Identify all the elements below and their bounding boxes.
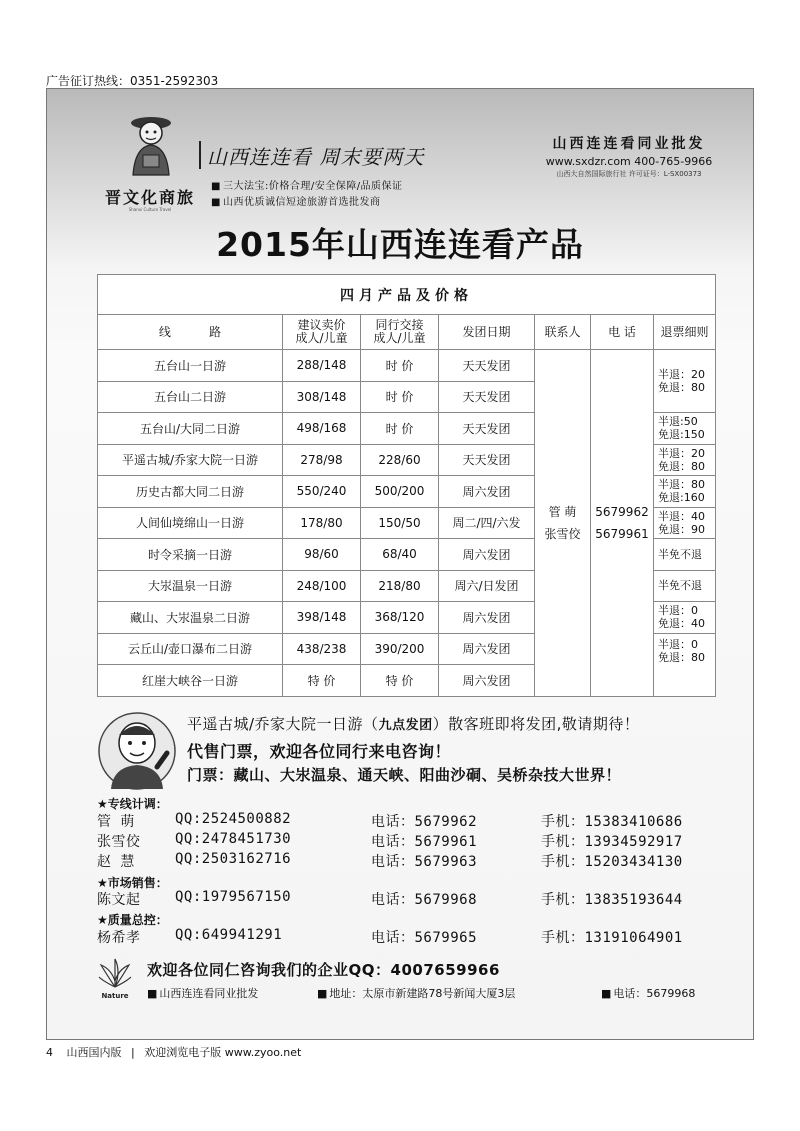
contact-phones [591,350,654,697]
retail-price: 498/168 [283,413,361,445]
col-contact: 联系人 [535,315,591,350]
peer-price: 68/40 [361,539,439,571]
depart-date: 周六/日发团 [439,570,535,602]
peer-price: 228/60 [361,444,439,476]
retail-price: 550/240 [283,476,361,508]
retail-price: 98/60 [283,539,361,571]
contact-mobile: 手机：13934592917 [541,834,683,850]
cartoon-man-icon [97,711,177,791]
mascot-emblem-icon [123,109,179,179]
contact-qq: QQ:2503162716 [175,851,292,867]
brand-logo-text: 晋文化商旅 [105,188,196,207]
route-name: 平遥古城/乔家大院一日游 [98,444,283,476]
route-name: 云丘山/壶口瀑布二日游 [98,633,283,665]
contact-name: 张雪佼 [97,834,141,850]
route-name: 五台山一日游 [98,350,283,382]
brand-logo-subtext: Shanxi Culture Travel [128,207,172,212]
retail-price: 特 价 [283,665,361,697]
page-number: 4 [46,1046,53,1059]
col-retail: 建议卖价 成人/儿童 [283,315,361,350]
contact-tel: 电话：5679968 [371,892,478,908]
contact-name: 赵 慧 [97,854,135,870]
table-row [98,350,716,382]
contact-people [535,350,591,697]
contact-qq: QQ:1979567150 [175,889,292,905]
route-name: 藏山、大汖温泉二日游 [98,602,283,634]
slogan: 山西连连看 周末要两天 [207,145,425,169]
route-name: 人间仙境绵山一日游 [98,507,283,539]
contact-row [97,927,757,947]
depart-date: 周六发团 [439,633,535,665]
footer-tagline[interactable]: 欢迎浏览电子版 www.zyoo.net [144,1046,302,1059]
depart-date: 周二/四/六发 [439,507,535,539]
contact-qq: QQ:2478451730 [175,831,292,847]
nature-logo-text: Nature [101,992,129,1000]
contact-mobile: 手机：15383410686 [541,814,683,830]
refund-rule: 半退：0 免退：80 [654,633,716,696]
peer-price: 390/200 [361,633,439,665]
ad-hotline: 广告征订热线：0351-2592303 [46,74,219,88]
peer-price: 时 价 [361,413,439,445]
nature-flower-icon [97,957,133,1001]
col-route: 线 路 [98,315,283,350]
route-name: 红崖大峡谷一日游 [98,665,283,697]
retail-price: 308/148 [283,381,361,413]
col-peer: 同行交接 成人/儿童 [361,315,439,350]
refund-rule: 半退:50 免退:150 [654,413,716,445]
promo-text: 平遥古城/乔家大院一日游（ [187,715,379,733]
promo-highlight: 九点发团 [378,718,433,733]
bullet-line-2: ■ 山西优质诚信短途旅游首选批发商 [211,193,380,208]
price-table [97,274,716,697]
peer-price: 500/200 [361,476,439,508]
contact-phone: 5679962 [595,504,649,519]
peer-price: 368/120 [361,602,439,634]
contact-tel: 电话：5679962 [371,814,478,830]
route-name: 历史古都大同二日游 [98,476,283,508]
promo-line-1 [187,713,639,734]
welcome-line: 欢迎各位同仁咨询我们的企业QQ：4007659966 [147,961,500,979]
peer-price: 特 价 [361,665,439,697]
contact-row [97,811,757,831]
contact-tel: 电话：5679965 [371,930,478,946]
brand-logo [105,109,195,213]
promo-text: ）散客班即将发团,敬请期待！ [432,715,640,733]
company-license: 山西大自然国际旅行社 许可证号：L-SX00373 [556,170,702,178]
contact-mobile: 手机：15203434130 [541,854,683,870]
col-refund: 退票细则 [654,315,716,350]
contact-phone: 5679961 [595,526,649,541]
retail-price: 438/238 [283,633,361,665]
depart-date: 天天发团 [439,381,535,413]
footer-separator: | [131,1046,135,1059]
refund-rule: 半退：20 免退：80 [654,444,716,476]
retail-price: 178/80 [283,507,361,539]
peer-price: 218/80 [361,570,439,602]
depart-date: 周六发团 [439,665,535,697]
info-company: ■ 山西连连看同业批发 [147,985,258,1001]
refund-rule: 半免不退 [654,570,716,602]
route-name: 时令采摘一日游 [98,539,283,571]
refund-rule: 半退：80 免退:160 [654,476,716,508]
contact-name: 张雪佼 [544,526,581,541]
contact-name: 杨希孝 [97,930,141,946]
contact-name: 陈文起 [97,892,141,908]
peer-price: 时 价 [361,350,439,382]
route-name: 五台山二日游 [98,381,283,413]
peer-price: 150/50 [361,507,439,539]
retail-price: 288/148 [283,350,361,382]
bullet-line-1: ■ 三大法宝:价格合理/安全保障/品质保证 [211,177,403,192]
retail-price: 248/100 [283,570,361,602]
contact-name: 管 萌 [548,504,577,519]
contact-row [97,851,757,871]
page-title: 2015年山西连连看产品 [216,225,584,264]
refund-rule: 半退：0 免退：40 [654,602,716,634]
depart-date: 周六发团 [439,539,535,571]
col-depart: 发团日期 [439,315,535,350]
company-name: 山西连连看同业批发 [552,136,706,152]
contact-mobile: 手机：13191064901 [541,930,683,946]
retail-price: 278/98 [283,444,361,476]
depart-date: 周六发团 [439,602,535,634]
depart-date: 天天发团 [439,350,535,382]
contact-row [97,889,757,909]
route-name: 大汖温泉一日游 [98,570,283,602]
route-name: 五台山/大同二日游 [98,413,283,445]
table-title: 四月产品及价格 [98,275,716,315]
contact-qq: QQ:649941291 [175,927,283,943]
col-phone: 电 话 [591,315,654,350]
contact-tel: 电话：5679961 [371,834,478,850]
refund-rule: 半退：40 免退：90 [654,507,716,539]
info-phone: ■ 电话：5679968 [601,985,695,1001]
refund-rule: 半退：20 免退：80 [654,350,716,413]
contact-name: 管 萌 [97,814,135,830]
contact-row [97,831,757,851]
company-web-phone: www.sxdzr.com 400-765-9966 [545,155,713,168]
slogan-divider [199,141,201,169]
refund-rule: 半免不退 [654,539,716,571]
contact-tel: 电话：5679963 [371,854,478,870]
label-market: ★市场销售： [97,876,168,890]
info-address: ■ 地址：太原市新建路78号新闻大厦3层 [317,985,515,1001]
edition-label: 山西国内版 [66,1046,122,1059]
contact-qq: QQ:2524500882 [175,811,292,827]
depart-date: 周六发团 [439,476,535,508]
promo-line-3: 门票：藏山、大汖温泉、通天峡、阳曲沙硐、吴桥杂技大世界！ [187,766,622,784]
depart-date: 天天发团 [439,413,535,445]
page-footer [46,1044,301,1060]
advertisement [46,88,754,1040]
contact-mobile: 手机：13835193644 [541,892,683,908]
promo-line-2: 代售门票，欢迎各位同行来电咨询！ [187,742,452,761]
label-quality: ★质量总控： [97,913,168,927]
label-planning: ★专线计调： [97,797,168,811]
peer-price: 时 价 [361,381,439,413]
depart-date: 天天发团 [439,444,535,476]
company-header [519,133,739,179]
retail-price: 398/148 [283,602,361,634]
